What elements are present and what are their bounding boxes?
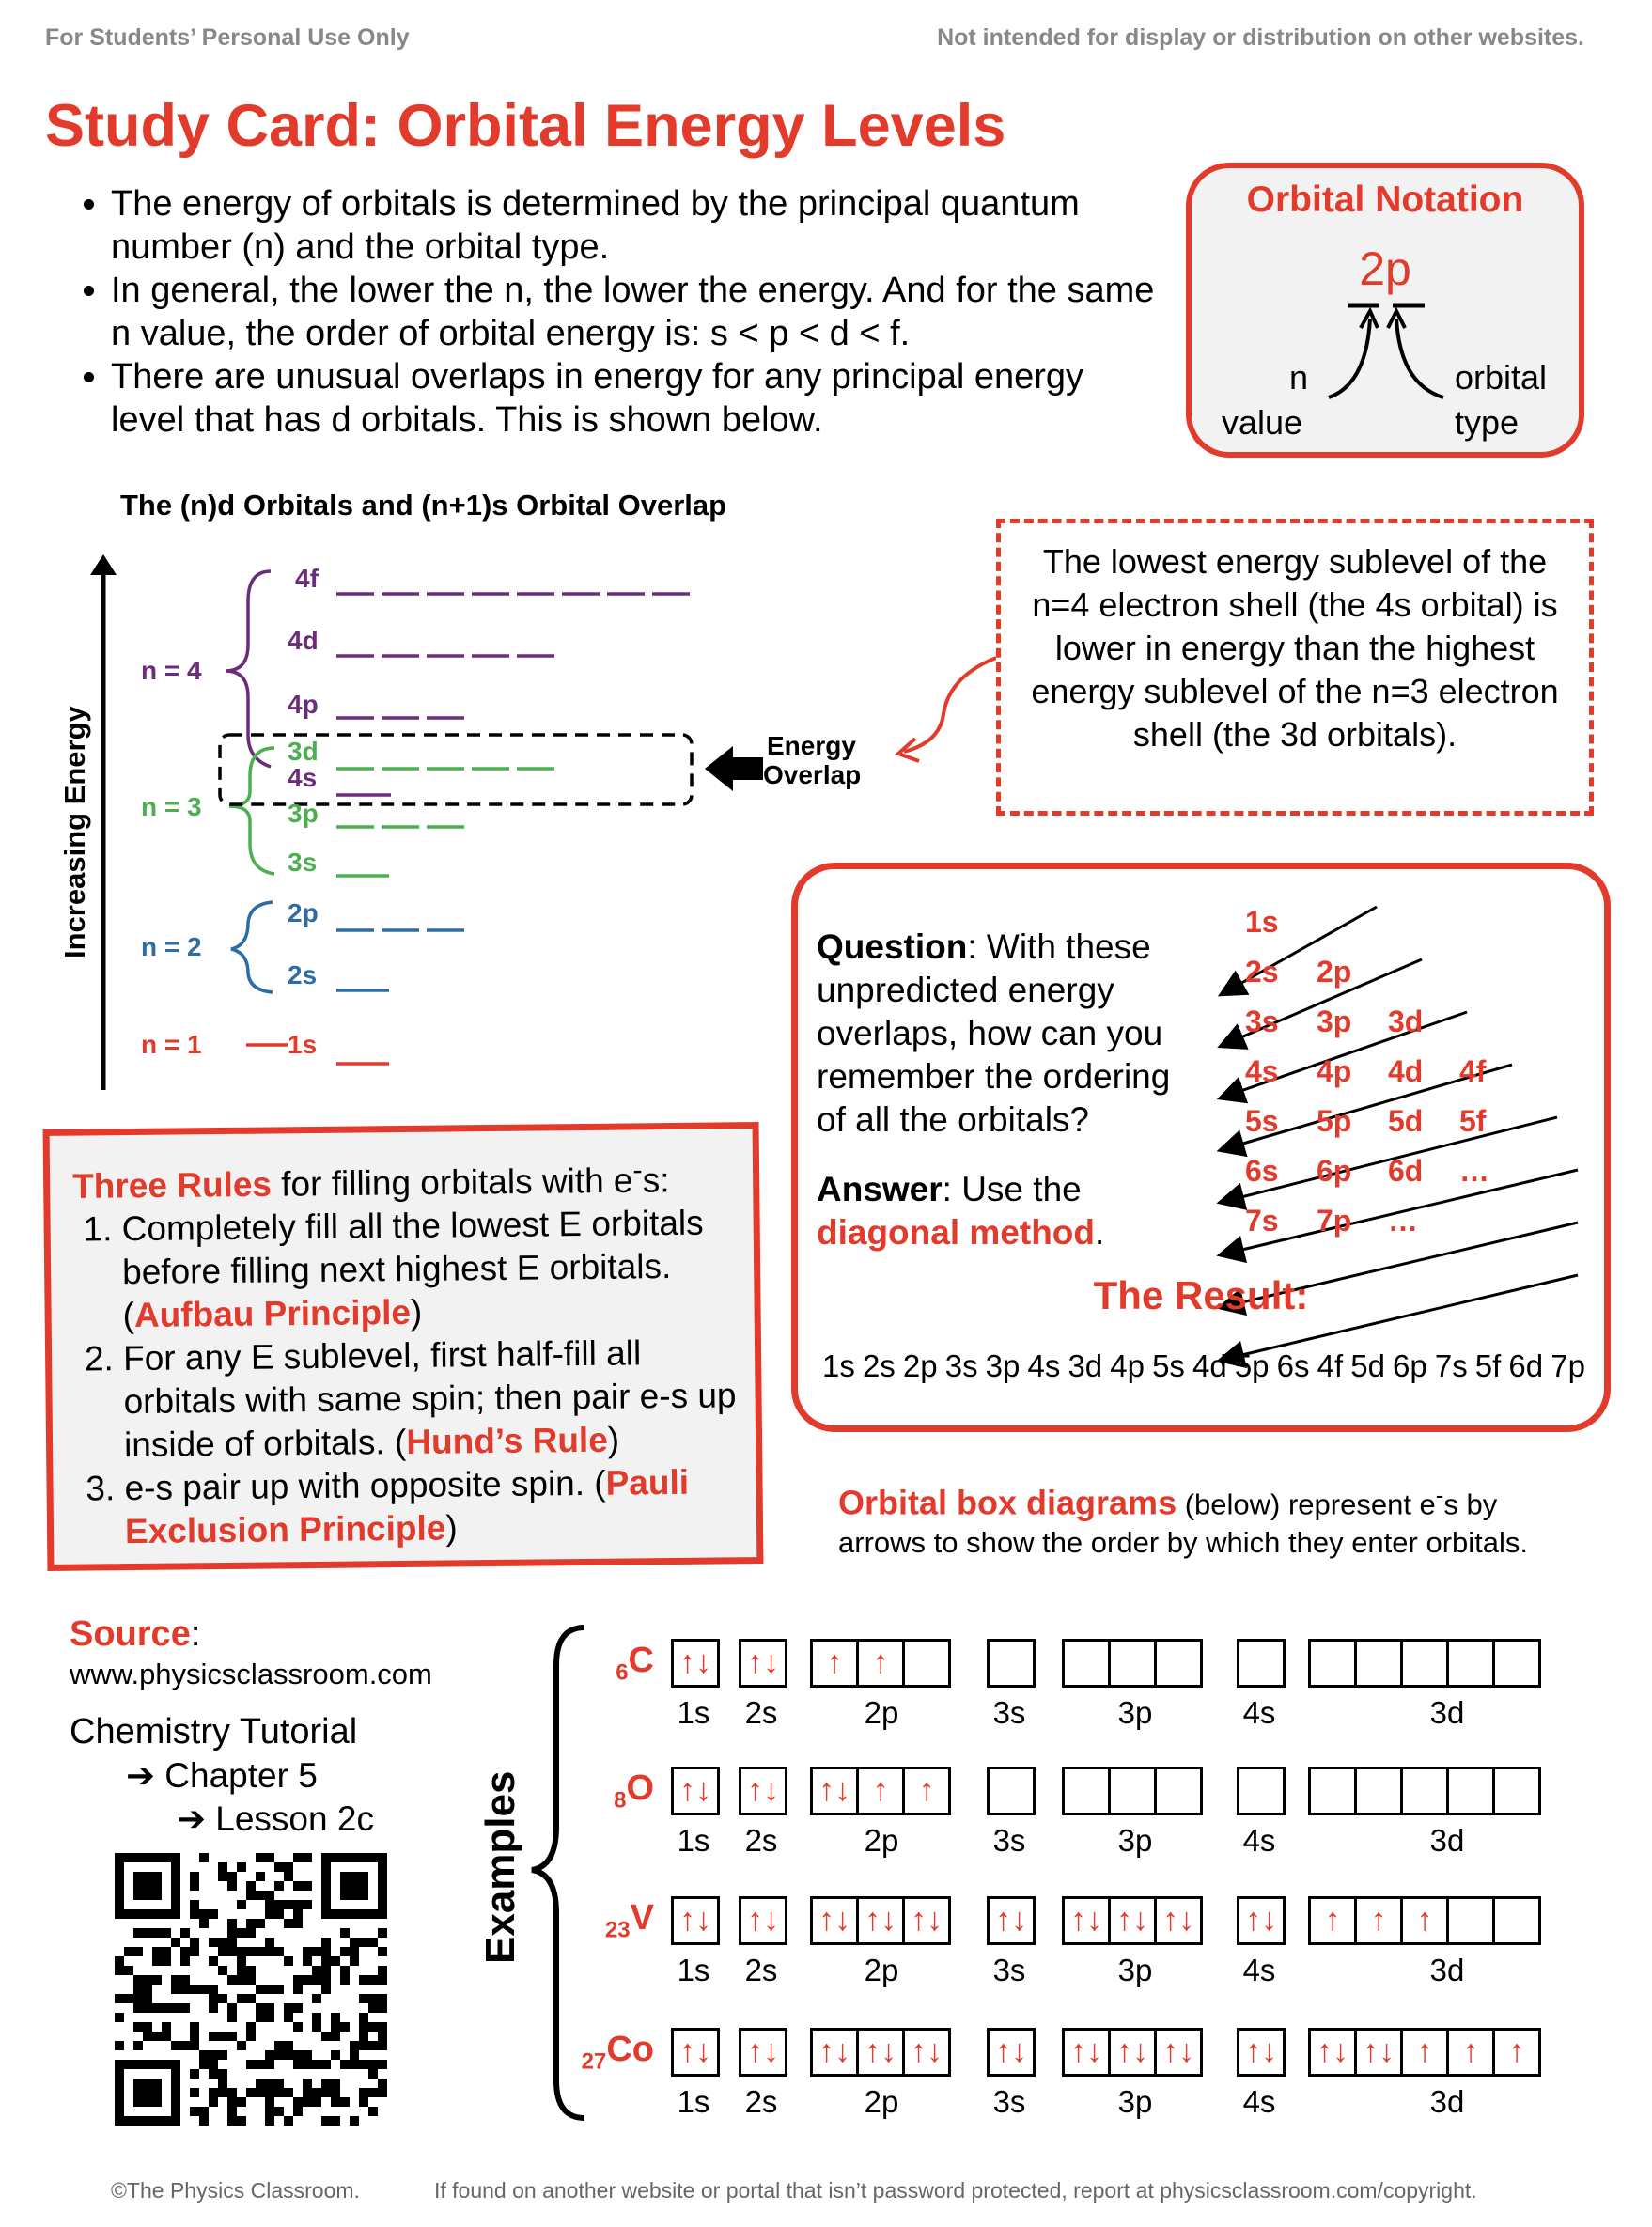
bullet-item: • The energy of orbitals is determined by the principal quantum number (n) and the orbital type. xyxy=(111,182,1163,269)
answer-body: : Use the xyxy=(942,1170,1082,1208)
sublevel-label: 3p xyxy=(1117,1953,1153,1987)
sublevel-label: 3d xyxy=(1429,1695,1465,1730)
orbital-box xyxy=(1492,1639,1541,1688)
overlap-callout: The lowest energy sublevel of the n=4 electron shell (the 4s orbital) is lower in energy than the highest energy sublevel of the n=3 electron shell (the 3d orbitals). xyxy=(996,519,1594,816)
orbital-box xyxy=(1400,1767,1449,1815)
grid-orbital-label: 3s xyxy=(1245,1004,1279,1038)
grid-orbital-label: 3d xyxy=(1388,1004,1424,1038)
orbital-box: ↑ xyxy=(1400,1896,1449,1945)
sublevel-3s: 3s xyxy=(288,848,318,877)
orbital-box xyxy=(1308,1639,1357,1688)
atomic-number: 23 xyxy=(604,1917,631,1943)
grid-orbital-label: 7p xyxy=(1317,1204,1352,1238)
orbital-box xyxy=(1492,1767,1541,1815)
rule-end: ) xyxy=(410,1293,423,1332)
sublevel-label: 1s xyxy=(677,1823,710,1858)
grid-orbital-label: 4d xyxy=(1388,1054,1424,1088)
orbital-box: ↑ xyxy=(856,1639,905,1688)
orbital-box: ↑↓ xyxy=(810,1896,859,1945)
sublevel-label: 3s xyxy=(992,1953,1026,1987)
sublevel-label: 3p xyxy=(1117,1695,1153,1730)
rule-item xyxy=(124,1461,738,1554)
result-orbital: 4s xyxy=(1027,1348,1061,1383)
result-orbital: 1s xyxy=(822,1348,855,1383)
orbital-box: ↑↓ xyxy=(1237,1896,1286,1945)
result-orbital: 4d xyxy=(1192,1348,1227,1383)
sublevel-label: 4s xyxy=(1242,2084,1276,2119)
orbital-box: ↑↓ xyxy=(810,1767,859,1815)
copyright-notice: ©The Physics Classroom. xyxy=(111,2178,360,2203)
orbital-notation-box xyxy=(1186,163,1584,458)
three-rules-box xyxy=(43,1122,764,1571)
page-title: Study Card: Orbital Energy Levels xyxy=(45,93,1006,159)
grid-orbital-label: 5d xyxy=(1388,1104,1424,1138)
orbital-box: ↑↓ xyxy=(671,1896,720,1945)
qr-code-icon[interactable] xyxy=(115,1853,387,2126)
sublevel-3p: 3p xyxy=(288,799,319,828)
orbital-box xyxy=(987,1767,1036,1815)
result-sequence xyxy=(822,1348,1585,1384)
rule-end: ) xyxy=(607,1420,620,1460)
rule-text: For any E sublevel, first half-fill all orbitals with same spin; then pair e-s up inside of orbitals. ( xyxy=(122,1333,737,1465)
energy-axis-label: Increasing Energy xyxy=(58,706,91,958)
orbital-box xyxy=(1062,1639,1111,1688)
orbital-box: ↑↓ xyxy=(902,1896,951,1945)
orbital-box-intro xyxy=(838,1477,1590,1562)
header-left-note: For Students’ Personal Use Only xyxy=(45,24,410,51)
orbital-box xyxy=(1108,1639,1157,1688)
overlap-label-line: Overlap xyxy=(763,760,862,789)
notation-n-label: n xyxy=(1289,358,1309,397)
sublevel-label: 2s xyxy=(744,1695,778,1730)
orbital-box: ↑↓ xyxy=(1062,1896,1111,1945)
sublevel-label: 3p xyxy=(1117,2084,1153,2119)
element-symbol xyxy=(614,1768,654,1814)
element-symbol-text: V xyxy=(630,1898,654,1938)
orbital-box: ↑↓ xyxy=(739,1639,787,1688)
orbital-box-intro-sup: - xyxy=(1435,1483,1444,1509)
orbital-box: ↑ xyxy=(1446,2028,1495,2077)
grid-orbital-label: 6p xyxy=(1317,1154,1352,1188)
orbital-box xyxy=(902,1639,951,1688)
sublevel-label: 2p xyxy=(864,2084,899,2119)
grid-orbital-label: 1s xyxy=(1245,905,1279,939)
answer-end: . xyxy=(1095,1213,1105,1252)
orbital-box: ↑ xyxy=(856,1767,905,1815)
element-symbol xyxy=(582,2030,654,2076)
sublevel-label: 4s xyxy=(1242,1823,1276,1858)
notation-title: Orbital Notation xyxy=(1246,179,1524,220)
element-symbol-text: C xyxy=(628,1641,654,1680)
grid-orbital-label: 7s xyxy=(1245,1204,1279,1238)
orbital-box: ↑ xyxy=(810,1639,859,1688)
notation-orbital-label: orbital xyxy=(1455,358,1548,397)
orbital-box: ↑↓ xyxy=(1154,2028,1203,2077)
rule-item xyxy=(121,1202,735,1338)
atomic-number: 8 xyxy=(614,1787,627,1814)
orbital-box: ↑↓ xyxy=(1108,1896,1157,1945)
sublevel-label: 2s xyxy=(744,2084,778,2119)
rules-title-sup: - xyxy=(632,1153,643,1187)
result-orbital: 2p xyxy=(902,1348,938,1383)
sublevel-4d: 4d xyxy=(288,626,319,655)
grid-orbital-label: … xyxy=(1388,1204,1418,1238)
sublevel-label: 2p xyxy=(864,1695,899,1730)
result-orbital: 5p xyxy=(1234,1348,1270,1383)
rules-list xyxy=(72,1202,738,1554)
result-orbital: 4p xyxy=(1110,1348,1145,1383)
result-orbital: 3p xyxy=(985,1348,1021,1383)
orbital-box xyxy=(1154,1639,1203,1688)
orbital-box-intro-text: (below) represent e xyxy=(1177,1487,1436,1521)
notation-value-label: value xyxy=(1222,403,1303,442)
result-title: The Result: xyxy=(1093,1273,1309,1317)
sublevel-label: 2s xyxy=(744,1953,778,1987)
question-label: Question xyxy=(817,927,968,966)
element-symbol-text: Co xyxy=(606,2030,654,2069)
orbital-box: ↑ xyxy=(1492,2028,1541,2077)
atomic-number: 6 xyxy=(616,1659,629,1686)
orbital-box: ↑↓ xyxy=(739,2028,787,2077)
orbital-box: ↑↓ xyxy=(810,2028,859,2077)
sublevel-1s: 1s xyxy=(288,1030,318,1059)
orbital-box-term: Orbital box diagrams xyxy=(838,1483,1177,1522)
orbital-box: ↑ xyxy=(1308,1896,1357,1945)
grid-orbital-label: 2s xyxy=(1245,955,1279,989)
sublevel-4s: 4s xyxy=(288,763,318,792)
rule-name: Hund’s Rule xyxy=(406,1421,608,1462)
grid-orbital-label: 6d xyxy=(1388,1154,1424,1188)
sublevel-label: 3d xyxy=(1429,1953,1465,1987)
orbital-box: ↑↓ xyxy=(739,1767,787,1815)
rule-text: e-s pair up with opposite spin. ( xyxy=(124,1464,606,1508)
orbital-box xyxy=(1446,1896,1495,1945)
element-symbol xyxy=(616,1641,654,1687)
atomic-number: 27 xyxy=(581,2048,607,2075)
overlap-label-line: Energy xyxy=(767,731,856,760)
source-colon: : xyxy=(190,1614,201,1654)
grid-orbital-label: … xyxy=(1459,1154,1489,1188)
result-orbital: 3s xyxy=(944,1348,978,1383)
rule-text: Completely fill all the lowest E orbitals before filling next highest E orbitals. ( xyxy=(121,1203,704,1335)
orbital-box: ↑↓ xyxy=(1354,2028,1403,2077)
diagonal-method-term: diagonal method xyxy=(817,1213,1095,1252)
orbital-box: ↑↓ xyxy=(856,2028,905,2077)
sublevel-label: 3p xyxy=(1117,1823,1153,1858)
rule-end: ) xyxy=(445,1508,458,1548)
orbital-box: ↑↓ xyxy=(671,1639,720,1688)
sublevel-label: 3s xyxy=(992,1695,1026,1730)
notation-type-label: type xyxy=(1455,403,1520,442)
rule-name: Pauli Exclusion Principle xyxy=(124,1463,690,1551)
orbital-box xyxy=(1237,1767,1286,1815)
source-url[interactable]: www.physicsclassroom.com xyxy=(70,1658,432,1690)
bullet-item: • There are unusual overlaps in energy for any principal energy level that has d orbitals. This is shown below. xyxy=(111,355,1163,442)
orbital-box xyxy=(1492,1896,1541,1945)
n1-label: n = 1 xyxy=(141,1030,202,1059)
result-orbital: 6p xyxy=(1393,1348,1427,1383)
n3-label: n = 3 xyxy=(141,792,202,821)
source-label xyxy=(70,1614,200,1655)
energy-overlap-label xyxy=(763,731,861,789)
orbital-box: ↑↓ xyxy=(1308,2028,1357,2077)
sublevel-label: 4s xyxy=(1242,1695,1276,1730)
sublevel-label: 2p xyxy=(864,1823,899,1858)
tutorial-title: Chemistry Tutorial xyxy=(70,1712,358,1752)
rule-name: Aufbau Principle xyxy=(133,1293,412,1335)
result-orbital: 6d xyxy=(1508,1348,1544,1383)
result-orbital: 7s xyxy=(1434,1348,1468,1383)
grid-orbital-label: 5p xyxy=(1317,1104,1352,1138)
sublevel-2s: 2s xyxy=(288,960,318,989)
sublevel-label: 1s xyxy=(677,1695,710,1730)
question-body: : With these unpredicted energy overlaps, how can you remember the ordering of all the orbitals? xyxy=(817,927,1171,1139)
element-symbol xyxy=(605,1898,654,1944)
diagram-title: The (n)d Orbitals and (n+1)s Orbital Overlap xyxy=(120,489,727,522)
chapter-link[interactable]: ➔ Chapter 5 xyxy=(126,1756,318,1795)
orbital-box: ↑↓ xyxy=(987,1896,1036,1945)
notation-symbol: 2p xyxy=(1359,242,1411,295)
orbital-box: ↑↓ xyxy=(1108,2028,1157,2077)
sublevel-label: 3d xyxy=(1429,2084,1465,2119)
sublevel-4f: 4f xyxy=(295,564,319,593)
orbital-box: ↑↓ xyxy=(1237,2028,1286,2077)
rule-item xyxy=(123,1332,737,1468)
grid-orbital-label: 2p xyxy=(1317,955,1352,989)
copyright-report-note: If found on another website or portal that isn’t password protected, report at physicsclassroom.com/copyright. xyxy=(434,2178,1477,2203)
orbital-box: ↑↓ xyxy=(1062,2028,1111,2077)
orbital-box: ↑↓ xyxy=(739,1896,787,1945)
grid-orbital-label: 6s xyxy=(1245,1154,1279,1188)
rules-title-rest: for filling orbitals with e xyxy=(271,1160,633,1204)
answer-label: Answer xyxy=(817,1170,943,1208)
orbital-box xyxy=(987,1639,1036,1688)
element-symbol-text: O xyxy=(626,1768,654,1808)
grid-orbital-label: 4f xyxy=(1459,1054,1487,1088)
orbital-box: ↑↓ xyxy=(856,1896,905,1945)
sublevel-3d: 3d xyxy=(288,737,319,766)
sublevel-label: 2p xyxy=(864,1953,899,1987)
orbital-box: ↑↓ xyxy=(987,2028,1036,2077)
orbital-box: ↑↓ xyxy=(1154,1896,1203,1945)
result-orbital: 5d xyxy=(1350,1348,1385,1383)
grid-orbital-label: 5f xyxy=(1459,1104,1487,1138)
lesson-link[interactable]: ➔ Lesson 2c xyxy=(177,1799,374,1838)
diagonal-method-box xyxy=(791,863,1611,1432)
result-orbital: 3d xyxy=(1068,1348,1103,1383)
result-orbital: 2s xyxy=(862,1348,896,1383)
result-orbital: 4f xyxy=(1317,1348,1344,1383)
orbital-box xyxy=(1354,1639,1403,1688)
orbital-box xyxy=(1062,1767,1111,1815)
n2-label: n = 2 xyxy=(141,932,202,961)
orbital-box xyxy=(1400,1639,1449,1688)
sublevel-2p: 2p xyxy=(288,898,319,927)
orbital-box xyxy=(1154,1767,1203,1815)
bullet-item: • In general, the lower the n, the lower the energy. And for the same n value, the order of orbital energy is: s < p < d < f. xyxy=(111,269,1163,355)
sublevel-label: 3d xyxy=(1429,1823,1465,1858)
sublevel-label: 4s xyxy=(1242,1953,1276,1987)
orbital-box: ↑↓ xyxy=(902,2028,951,2077)
sublevel-label: 1s xyxy=(677,1953,710,1987)
sublevel-label: 1s xyxy=(677,2084,710,2119)
orbital-box xyxy=(1446,1767,1495,1815)
rules-title-end: s: xyxy=(642,1160,670,1200)
orbital-box xyxy=(1446,1639,1495,1688)
sublevel-label: 3s xyxy=(992,1823,1026,1858)
result-orbital: 5f xyxy=(1474,1348,1502,1383)
grid-orbital-label: 4p xyxy=(1317,1054,1352,1088)
source-label-text: Source xyxy=(70,1614,191,1654)
examples-label: Examples xyxy=(477,1770,523,1964)
orbital-box: ↑↓ xyxy=(671,1767,720,1815)
orbital-box: ↑ xyxy=(1354,1896,1403,1945)
orbital-box xyxy=(1237,1639,1286,1688)
orbital-box xyxy=(1108,1767,1157,1815)
rules-title: Three Rules xyxy=(71,1164,273,1207)
orbital-box-intro-end: s by arrows to show the order by which they enter orbitals. xyxy=(838,1487,1529,1560)
orbital-box: ↑↓ xyxy=(671,2028,720,2077)
orbital-box xyxy=(1308,1767,1357,1815)
sublevel-label: 2s xyxy=(744,1823,778,1858)
orbital-box: ↑ xyxy=(1400,2028,1449,2077)
sublevel-4p: 4p xyxy=(288,690,319,719)
result-orbital: 5s xyxy=(1152,1348,1185,1383)
header-right-note: Not intended for display or distribution on other websites. xyxy=(937,24,1584,51)
result-orbital: 7p xyxy=(1551,1348,1585,1383)
n4-label: n = 4 xyxy=(141,656,202,685)
grid-orbital-label: 4s xyxy=(1245,1054,1279,1088)
grid-orbital-label: 5s xyxy=(1245,1104,1279,1138)
result-orbital: 6s xyxy=(1276,1348,1310,1383)
orbital-box: ↑ xyxy=(902,1767,951,1815)
rules-heading xyxy=(72,1147,735,1208)
sublevel-label: 3s xyxy=(992,2084,1026,2119)
grid-orbital-label: 3p xyxy=(1317,1004,1352,1038)
orbital-box xyxy=(1354,1767,1403,1815)
